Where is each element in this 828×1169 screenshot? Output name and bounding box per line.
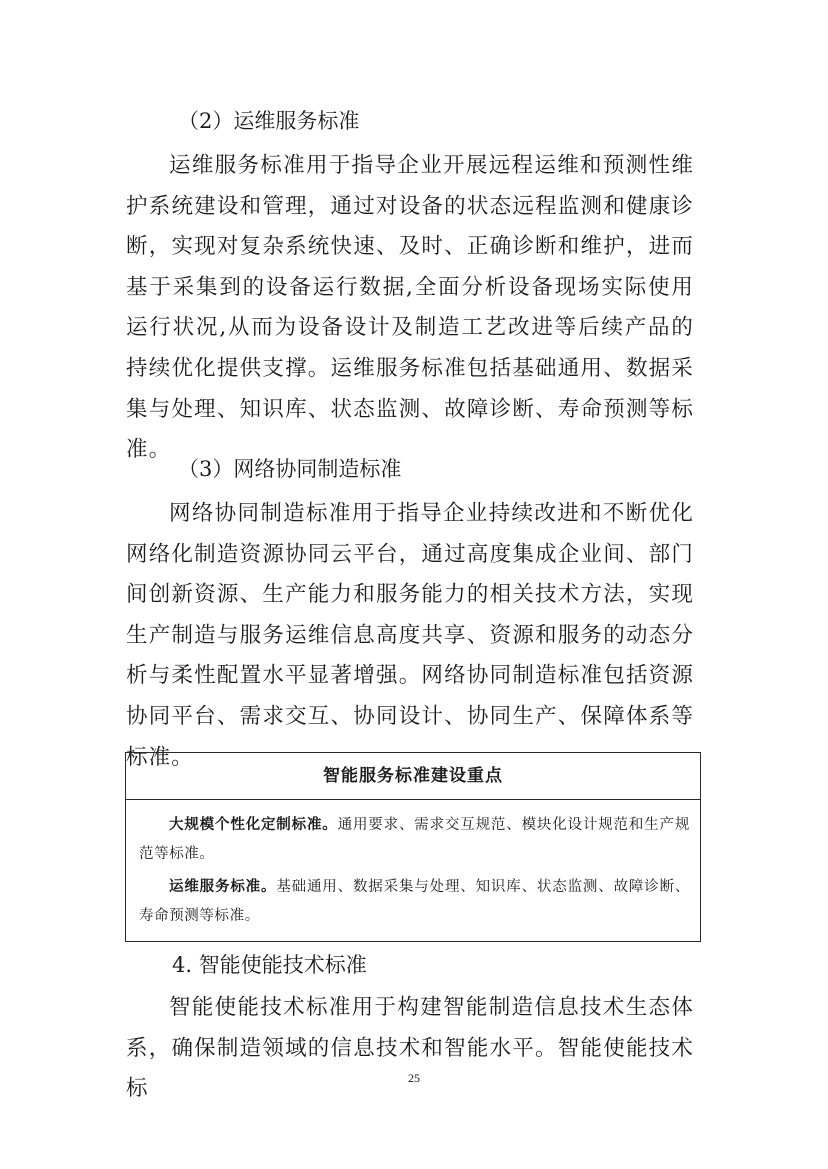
section-heading-enabling-technology: 4. 智能使能技术标准 bbox=[172, 953, 367, 977]
section-heading-network-collaborative: （3）网络协同制造标准 bbox=[178, 457, 402, 481]
paragraph-operations-service: 运维服务标准用于指导企业开展远程运维和预测性维护系统建设和管理，通过对设备的状态远程监测和健康诊断，实现对复杂系统快速、及时、正确诊断和维护，进而基于采集到的设备运行数据,全面分析设备现场实际使用运行状况,从而为设备设计及制造工艺改进等后续产品的持续优化提供支撑。运维服务标准包括基础通用、数据采集与处理、知识库、状态监测、故障诊断、寿命预测等标准。 bbox=[126, 153, 694, 463]
key-point-text: 通用要求、需求交互规范、模块化设计规范和生产规范等标准。 bbox=[139, 817, 690, 862]
key-point-text: 基础通用、数据采集与处理、知识库、状态监测、故障诊断、寿命预测等标准。 bbox=[139, 879, 690, 924]
key-point-lead: 运维服务标准。 bbox=[169, 879, 277, 895]
paragraph-enabling-technology: 智能使能技术标准用于构建智能制造信息技术生态体系，确保制造领域的信息技术和智能水平。智能使能技术标 bbox=[126, 995, 694, 1102]
key-point-item bbox=[126, 873, 700, 931]
key-point-lead: 大规模个性化定制标准。 bbox=[169, 817, 338, 833]
key-points-box bbox=[125, 752, 701, 942]
key-points-box-title: 智能服务标准建设重点 bbox=[126, 753, 700, 800]
key-point-item bbox=[126, 811, 700, 869]
page-number: 25 bbox=[408, 1071, 420, 1085]
paragraph-network-collaborative: 网络协同制造标准用于指导企业持续改进和不断优化网络化制造资源协同云平台，通过高度集成企业间、部门间创新资源、生产能力和服务能力的相关技术方法，实现生产制造与服务运维信息高度共享、资源和服务的动态分析与柔性配置水平显著增强。网络协同制造标准包括资源协同平台、需求交互、协同设计、协同生产、保障体系等标准。 bbox=[126, 501, 694, 770]
section-heading-operations-service: （2）运维服务标准 bbox=[178, 109, 360, 133]
